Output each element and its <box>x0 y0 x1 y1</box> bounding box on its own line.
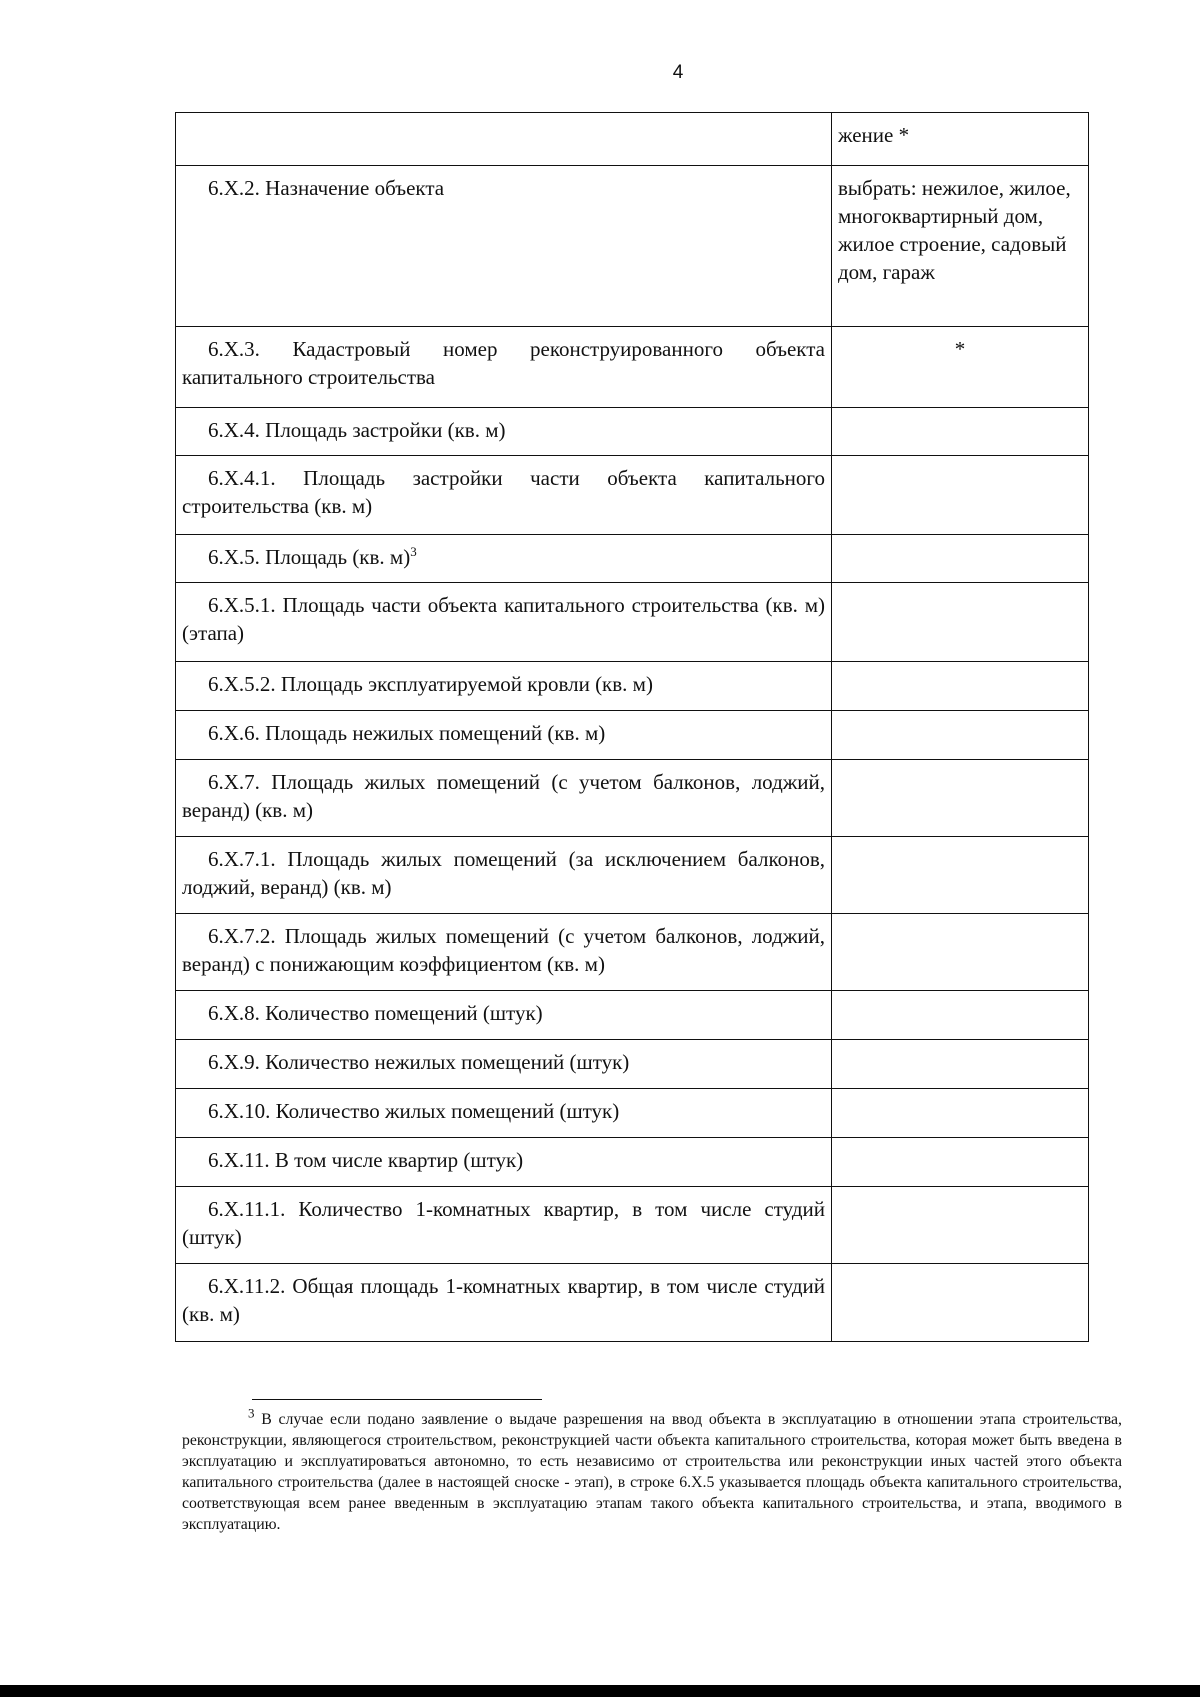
row-label: 6.Х.6. Площадь нежилых помещений (кв. м) <box>176 711 832 760</box>
row-value <box>832 583 1089 662</box>
table-row <box>176 535 1089 583</box>
form-table <box>175 112 1089 1342</box>
row-value <box>832 456 1089 535</box>
row-label: 6.Х.9. Количество нежилых помещений (штук) <box>176 1040 832 1089</box>
footnote-ref: 3 <box>410 544 417 559</box>
form-table-body <box>176 113 1089 1342</box>
row-label <box>176 113 832 166</box>
table-row <box>176 837 1089 914</box>
row-label: 6.Х.7. Площадь жилых помещений (с учетом балконов, лоджий, веранд) (кв. м) <box>176 760 832 837</box>
table-row <box>176 1138 1089 1187</box>
row-value <box>832 1264 1089 1342</box>
row-value: * <box>832 327 1089 408</box>
row-value: жение * <box>832 113 1089 166</box>
row-label: 6.Х.7.1. Площадь жилых помещений (за исключением балконов, лоджий, веранд) (кв. м) <box>176 837 832 914</box>
row-value <box>832 760 1089 837</box>
row-label: 6.Х.11. В том числе квартир (штук) <box>176 1138 832 1187</box>
row-value <box>832 535 1089 583</box>
row-label: 6.Х.10. Количество жилых помещений (штук) <box>176 1089 832 1138</box>
row-value <box>832 408 1089 456</box>
row-label: 6.Х.8. Количество помещений (штук) <box>176 991 832 1040</box>
table-row <box>176 1040 1089 1089</box>
row-label: 6.Х.5.1. Площадь части объекта капитального строительства (кв. м) (этапа) <box>176 583 832 662</box>
table-row <box>176 113 1089 166</box>
table-row <box>176 327 1089 408</box>
table-row <box>176 711 1089 760</box>
row-value <box>832 837 1089 914</box>
row-value <box>832 1089 1089 1138</box>
footnote <box>182 1405 1122 1535</box>
table-row <box>176 662 1089 711</box>
row-label: 6.Х.7.2. Площадь жилых помещений (с учетом балконов, лоджий, веранд) с понижающим коэффициентом (кв. м) <box>176 914 832 991</box>
table-row <box>176 1187 1089 1264</box>
table-row <box>176 408 1089 456</box>
table-row <box>176 583 1089 662</box>
row-label: 6.Х.4.1. Площадь застройки части объекта капитального строительства (кв. м) <box>176 456 832 535</box>
row-value <box>832 1138 1089 1187</box>
footnote-text: В случае если подано заявление о выдаче разрешения на ввод объекта в эксплуатацию в отношении этапа строительства, реконструкции, являющегося строительством, реконструкцией части объекта капитального строительства, которая может быть введена в эксплуатацию и эксплуатироваться автономно, то есть независимо от строительства или реконструкции иных частей этого объекта капитального строительства (далее в настоящей сноске - этап), в строке 6.Х.5 указывается площадь объекта капитального строительства, соответствующая всем ранее введенным в эксплуатацию этапам такого объекта капитального строительства, и этапа, вводимого в эксплуатацию. <box>182 1411 1122 1533</box>
table-row <box>176 991 1089 1040</box>
row-label: 6.Х.4. Площадь застройки (кв. м) <box>176 408 832 456</box>
row-value <box>832 991 1089 1040</box>
row-value <box>832 1187 1089 1264</box>
row-label: 6.Х.5. Площадь (кв. м) <box>208 545 411 569</box>
table-row <box>176 1089 1089 1138</box>
table-row <box>176 456 1089 535</box>
row-value <box>832 711 1089 760</box>
footnote-divider <box>252 1399 542 1400</box>
row-value <box>832 1040 1089 1089</box>
scan-bottom-edge <box>0 1685 1200 1697</box>
row-label: 6.Х.11.2. Общая площадь 1-комнатных квартир, в том числе студий (кв. м) <box>176 1264 832 1342</box>
row-label: 6.Х.5.2. Площадь эксплуатируемой кровли (кв. м) <box>176 662 832 711</box>
table-row <box>176 166 1089 327</box>
table-row <box>176 760 1089 837</box>
row-value <box>832 662 1089 711</box>
row-value: выбрать: нежилое, жилое, многоквартирный дом, жилое строение, садовый дом, гараж <box>832 166 1089 327</box>
table-row <box>176 914 1089 991</box>
page-number: 4 <box>672 62 684 83</box>
row-label: 6.Х.3. Кадастровый номер реконструированного объекта капитального строительства <box>176 327 832 408</box>
row-label: 6.Х.2. Назначение объекта <box>176 166 832 327</box>
footnote-marker: 3 <box>248 1405 255 1421</box>
table-row <box>176 1264 1089 1342</box>
row-label: 6.Х.11.1. Количество 1-комнатных квартир, в том числе студий (штук) <box>176 1187 832 1264</box>
row-value <box>832 914 1089 991</box>
